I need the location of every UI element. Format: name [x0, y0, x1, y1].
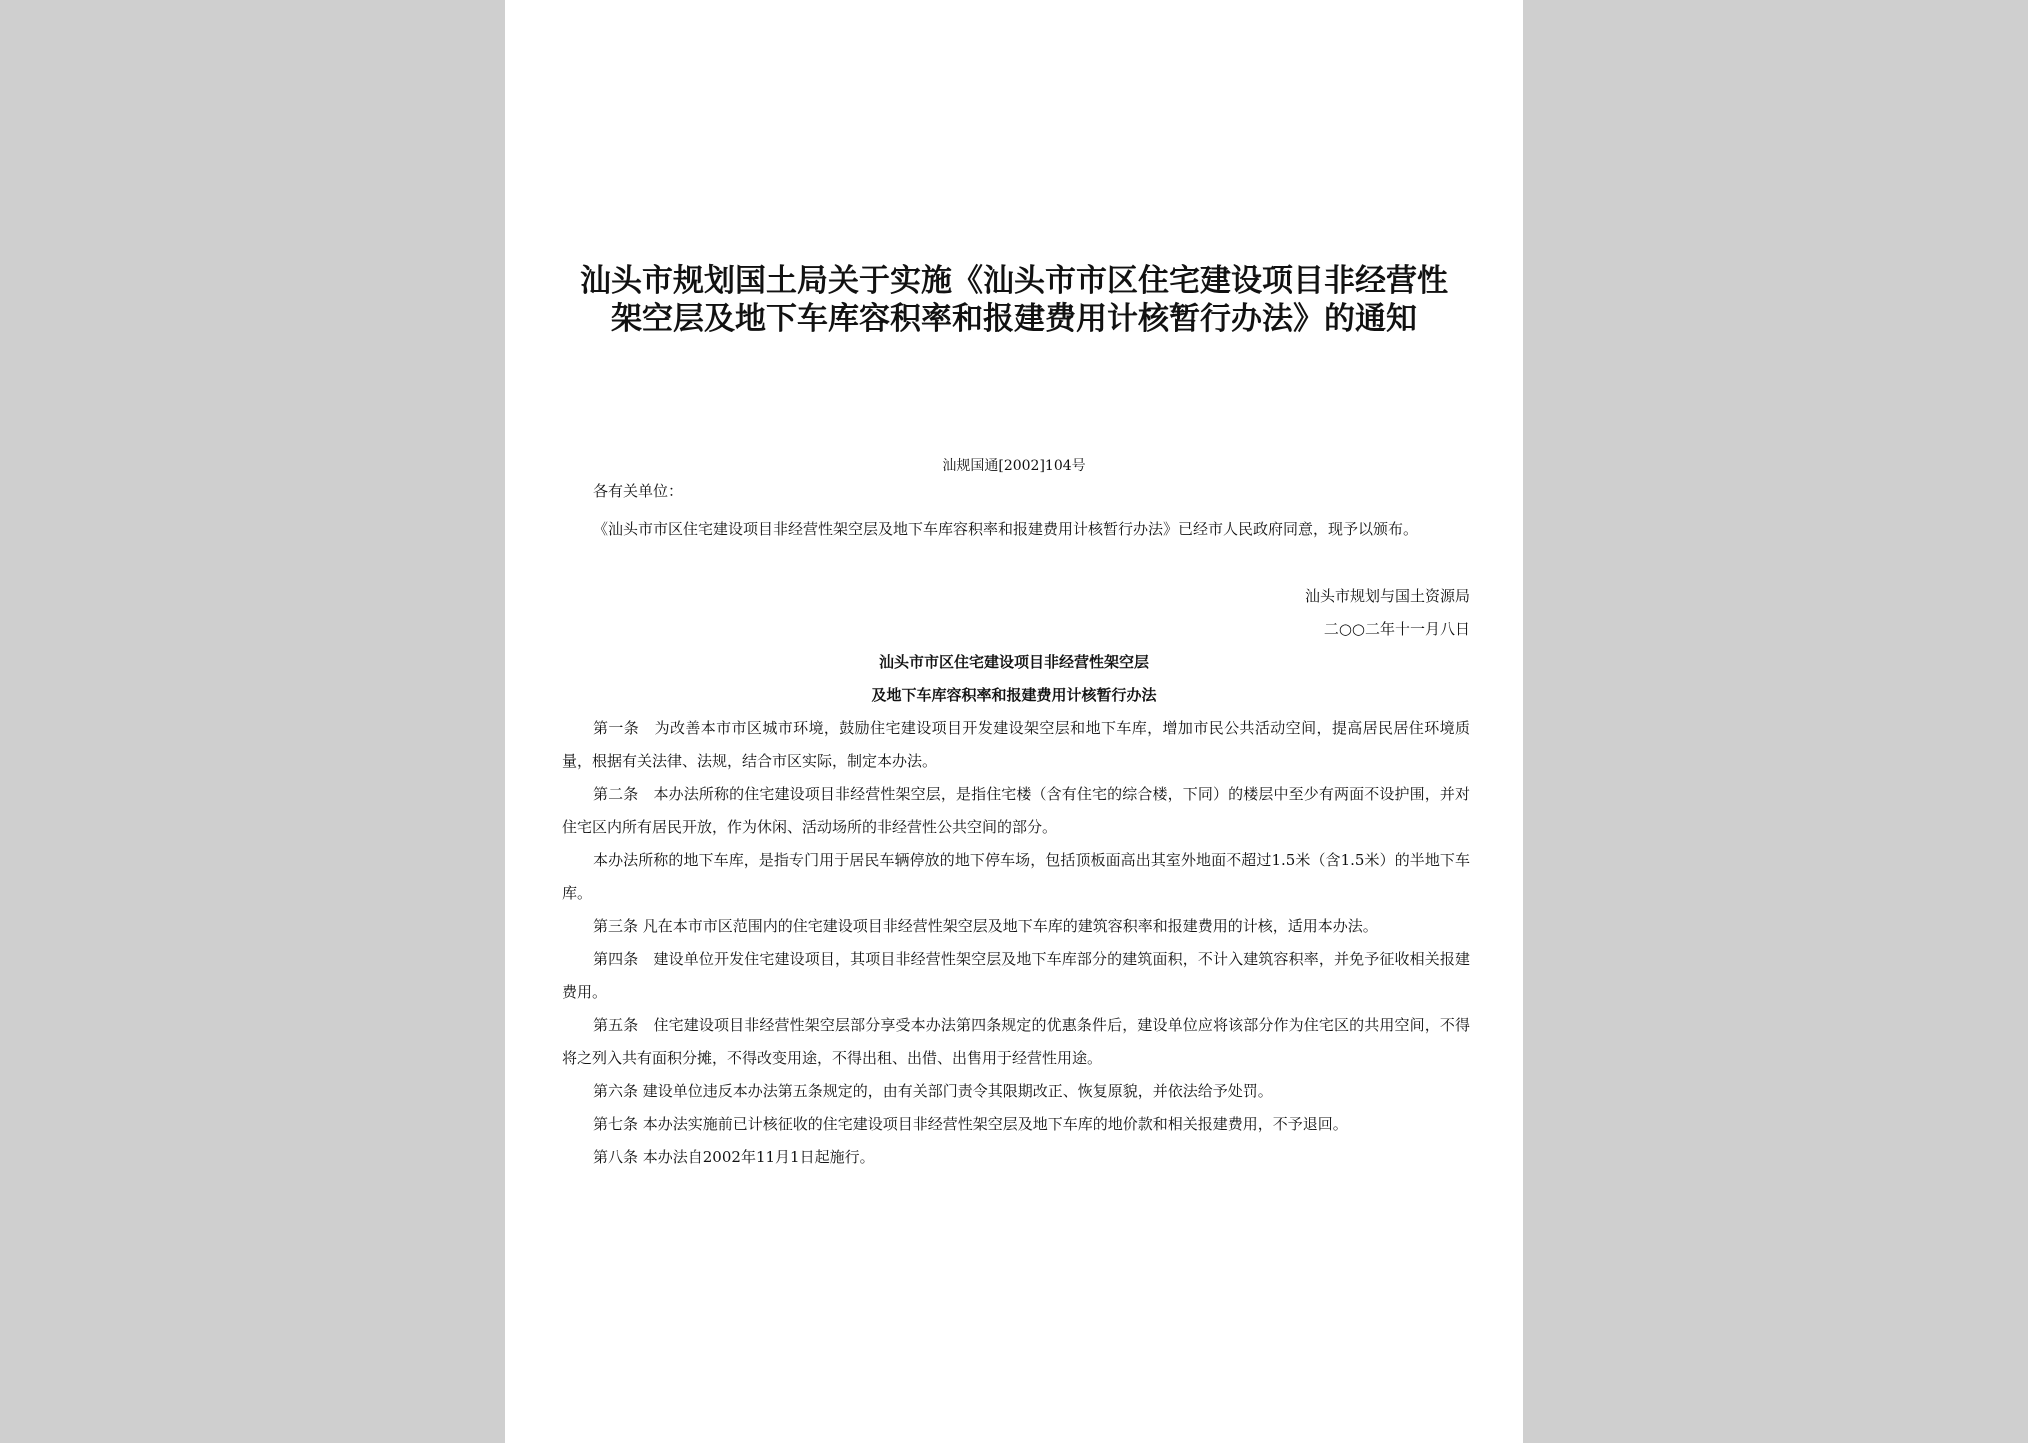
- article-paragraph: 第二条 本办法所称的住宅建设项目非经营性架空层，是指住宅楼（含有住宅的综合楼，下同）的楼层中至少有两面不设护围，并对住宅区内所有居民开放，作为休闲、活动场所的非经营性公共空间的部分。: [562, 785, 1470, 836]
- article-paragraph: 本办法所称的地下车库，是指专门用于居民车辆停放的地下停车场，包括顶板面高出其室外地面不超过1.5米（含1.5米）的半地下车库。: [562, 851, 1470, 902]
- intro-section: [562, 513, 1470, 546]
- article-paragraph: 第七条 本办法实施前已计核征收的住宅建设项目非经营性架空层及地下车库的地价款和相关报建费用，不予退回。: [593, 1115, 1348, 1133]
- salutation: 各有关单位：: [593, 482, 684, 500]
- article-paragraph: 第四条 建设单位开发住宅建设项目，其项目非经营性架空层及地下车库部分的建筑面积，不计入建筑容积率，并免予征收相关报建费用。: [562, 950, 1470, 1001]
- regulation-title-line1: 汕头市市区住宅建设项目非经营性架空层: [878, 653, 1149, 671]
- article-paragraph: 第八条 本办法自2002年11月1日起施行。: [593, 1148, 875, 1166]
- article-paragraph: 第三条 凡在本市市区范围内的住宅建设项目非经营性架空层及地下车库的建筑容积率和报建费用的计核，适用本办法。: [593, 917, 1378, 935]
- document-page: [505, 0, 1523, 1443]
- article-paragraph: 第六条 建设单位违反本办法第五条规定的，由有关部门责令其限期改正、恢复原貌，并依法给予处罚。: [593, 1082, 1273, 1100]
- issuer-name: 汕头市规划与国土资源局: [1304, 587, 1470, 605]
- document-number: 汕规国通[2002]104号: [942, 458, 1086, 474]
- issue-date: 二○○二年十一月八日: [1323, 620, 1470, 638]
- document-title: 汕头市规划国土局关于实施《汕头市市区住宅建设项目非经营性架空层及地下车库容积率和报建费用计核暂行办法》的通知: [580, 263, 1448, 337]
- intro-paragraph: 《汕头市市区住宅建设项目非经营性架空层及地下车库容积率和报建费用计核暂行办法》已经市人民政府同意，现予以颁布。: [593, 520, 1419, 538]
- regulation-title-line2: 及地下车库容积率和报建费用计核暂行办法: [871, 686, 1157, 704]
- article-paragraph: 第五条 住宅建设项目非经营性架空层部分享受本办法第四条规定的优惠条件后，建设单位应将该部分作为住宅区的共用空间，不得将之列入共有面积分摊，不得改变用途，不得出租、出借、出售用于经营性用途。: [562, 1016, 1470, 1067]
- article-paragraph: 第一条 为改善本市市区城市环境，鼓励住宅建设项目开发建设架空层和地下车库，增加市民公共活动空间，提高居民居住环境质量，根据有关法律、法规，结合市区实际，制定本办法。: [562, 719, 1470, 770]
- articles-section: [562, 712, 1470, 1174]
